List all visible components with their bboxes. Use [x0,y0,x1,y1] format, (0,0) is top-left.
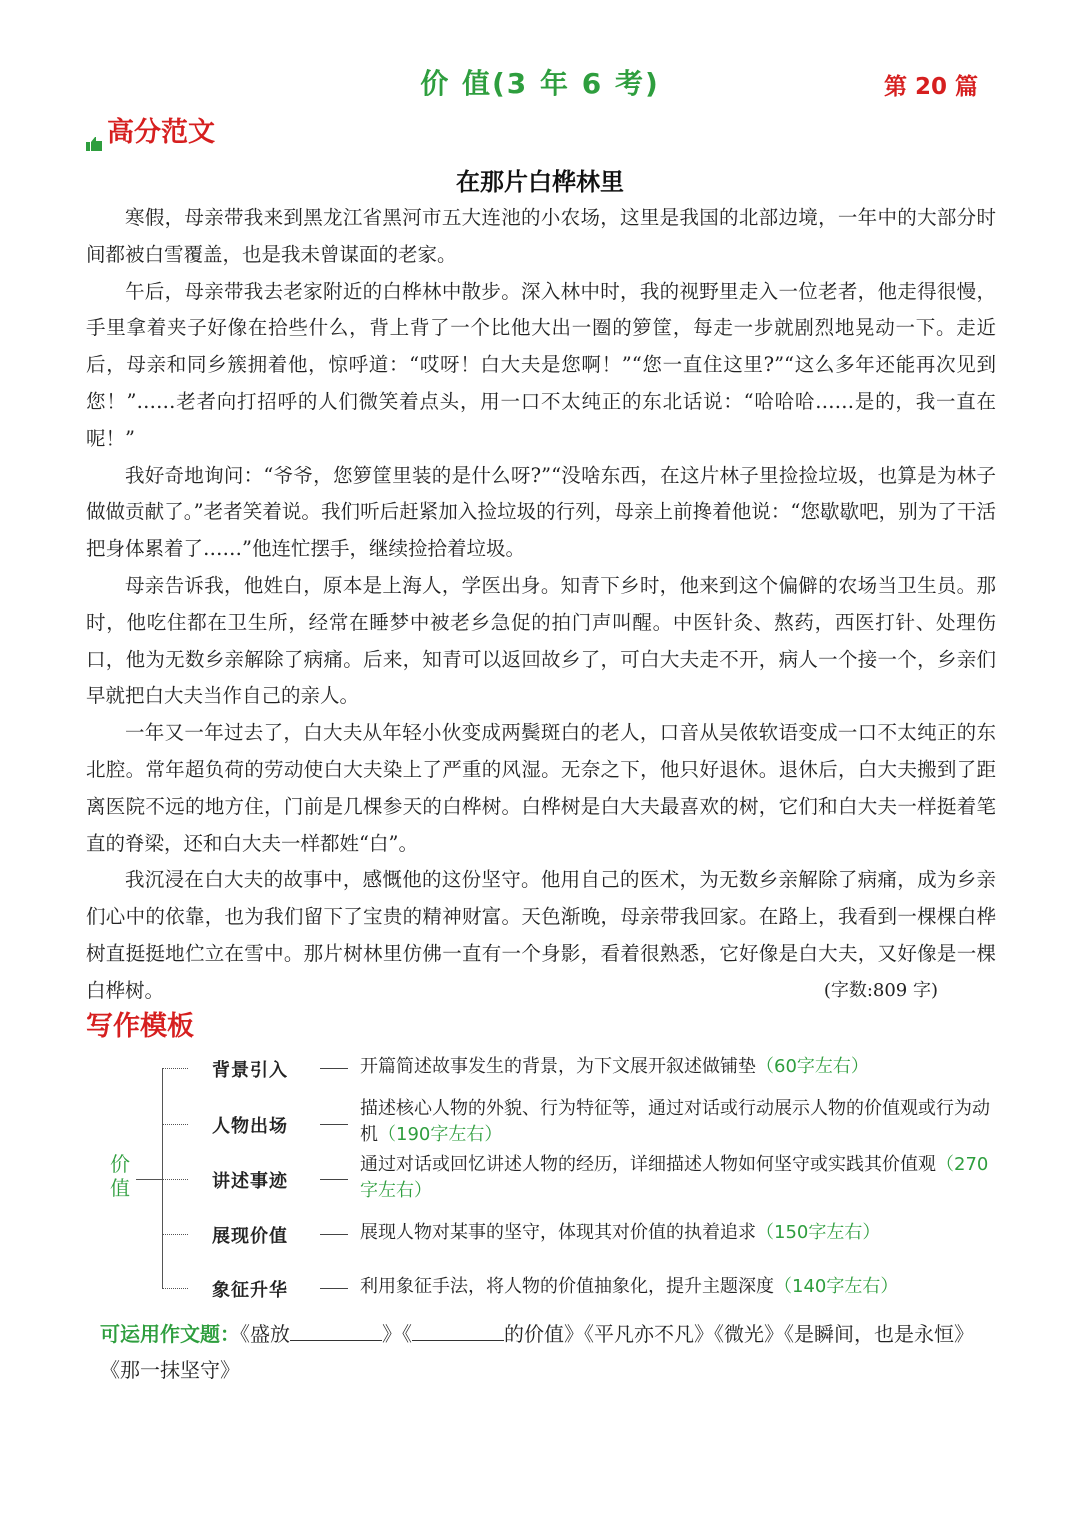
tree-root-label: 价值 [110,1152,130,1200]
essay-paragraph: 我沉浸在白大夫的故事中，感慨他的这份坚守。他用自己的医术，为无数乡亲解除了病痛，成为乡亲们心中的依靠，也为我们留下了宝贵的精神财富。天色渐晚，母亲带我回家。在路上，我看到一棵棵白桦树直挺挺地伫立在雪中。那片树林里仿佛一直有一个身影，看着很熟悉，它好像是白大夫，又好像是一棵白桦树。 [86,868,996,1002]
node-name: 展现价值 [212,1226,288,1247]
topic-1-prefix: 《盛放 [240,1322,290,1346]
node-desc: 利用象征手法，将人物的价值抽象化，提升主题深度（140字左右） [360,1276,899,1297]
node-desc: 通过对话或回忆讲述人物的经历，详细描述人物如何坚守或实践其价值观（270字左右） [360,1154,989,1201]
node-desc: 展现人物对某事的坚守，体现其对价值的执着追求（150字左右） [360,1222,881,1243]
topic-2-prefix: 《 [402,1322,412,1346]
page-title: 价 值(3 年 6 考) [420,67,660,100]
tree-branch [162,1179,188,1180]
node-dash [320,1234,348,1235]
essay-title: 在那片白桦林里 [456,167,624,196]
topics-rest: 《平凡亦不凡》《微光》《是瞬间，也是永恒》《那一抹坚守》 [100,1322,974,1382]
section-heading-template: 写作模板 [86,1011,194,1042]
node-name: 象征升华 [212,1280,288,1301]
node-name: 人物出场 [212,1116,288,1137]
tree-branch [162,1124,188,1125]
tree-branch [162,1288,188,1289]
node-dash [320,1124,348,1125]
essay-paragraph: 我好奇地询问：“爷爷，您箩筐里装的是什么呀?”“没啥东西，在这片林子里捡捡垃圾，也算是为林子做做贡献了。”老者笑着说。我们听后赶紧加入捡垃圾的行列，母亲上前搀着他说：“您歇歇吧，别为了干活把身体累着了……”他连忙摆手，继续捡拾着垃圾。 [86,463,996,561]
tree-branch [162,1234,188,1235]
section-heading-sample-text: 高分范文 [107,117,215,148]
writing-template-tree [100,1048,1000,1308]
essay-paragraph: 午后，母亲带我去老家附近的白桦林中散步。深入林中时，我的视野里走入一位老者，他走得很慢，手里拿着夹子好像在拾些什么，背上背了一个比他大出一圈的箩筐，每走一步就剧烈地晃动一下。走近后，母亲和同乡簇拥着他，惊呼道：“哎呀！白大夫是您啊！”“您一直住这里?”“这么多年还能再次见到您！”……老者向打招呼的人们微笑着点头，用一口不太纯正的东北话说：“哈哈哈……是的，我一直在呢！” [86,279,996,450]
section-heading-sample [86,110,215,149]
topic-2-suffix: 的价值》 [504,1322,584,1346]
topic-blank [290,1322,382,1341]
node-desc: 描述核心人物的外貌、行为特征等，通过对话或行动展示人物的价值观或行为动机（190字左右） [360,1098,990,1145]
essay-paragraph: 寒假，母亲带我来到黑龙江省黑河市五大连池的小农场，这里是我国的北部边境，一年中的大部分时间都被白雪覆盖，也是我未曾谋面的老家。 [86,206,996,266]
node-dash [320,1288,348,1289]
tree-trunk [162,1068,163,1288]
essay-body [86,200,996,1010]
node-dash [320,1179,348,1180]
article-number: 第 20 篇 [884,74,979,100]
topic-1-suffix: 》 [382,1322,402,1346]
tree-branch [162,1068,188,1069]
topics-label: 可运用作文题： [100,1322,240,1346]
word-count: (字数:809 字) [823,979,938,1001]
node-name: 讲述事迹 [212,1171,288,1192]
node-name: 背景引入 [212,1060,288,1081]
thumbs-up-icon [86,127,104,141]
node-dash [320,1068,348,1069]
tree-root-connector [136,1179,162,1180]
topic-blank [412,1322,504,1341]
essay-paragraph: 一年又一年过去了，白大夫从年轻小伙变成两鬓斑白的老人，口音从吴侬软语变成一口不太纯正的东北腔。常年超负荷的劳动使白大夫染上了严重的风湿。无奈之下，他只好退休。退休后，白大夫搬到了距离医院不远的地方住，门前是几棵参天的白桦树。白桦树是白大夫最喜欢的树，它们和白大夫一样挺着笔直的脊梁，还和白大夫一样都姓“白”。 [86,721,996,855]
applicable-topics [100,1316,990,1388]
essay-paragraph: 母亲告诉我，他姓白，原本是上海人，学医出身。知青下乡时，他来到这个偏僻的农场当卫生员。那时，他吃住都在卫生所，经常在睡梦中被老乡急促的拍门声叫醒。中医针灸、熬药，西医打针、处理伤口，他为无数乡亲解除了病痛。后来，知青可以返回故乡了，可白大夫走不开，病人一个接一个，乡亲们早就把白大夫当作自己的亲人。 [86,573,996,708]
node-desc: 开篇简述故事发生的背景，为下文展开叙述做铺垫（60字左右） [360,1056,869,1077]
